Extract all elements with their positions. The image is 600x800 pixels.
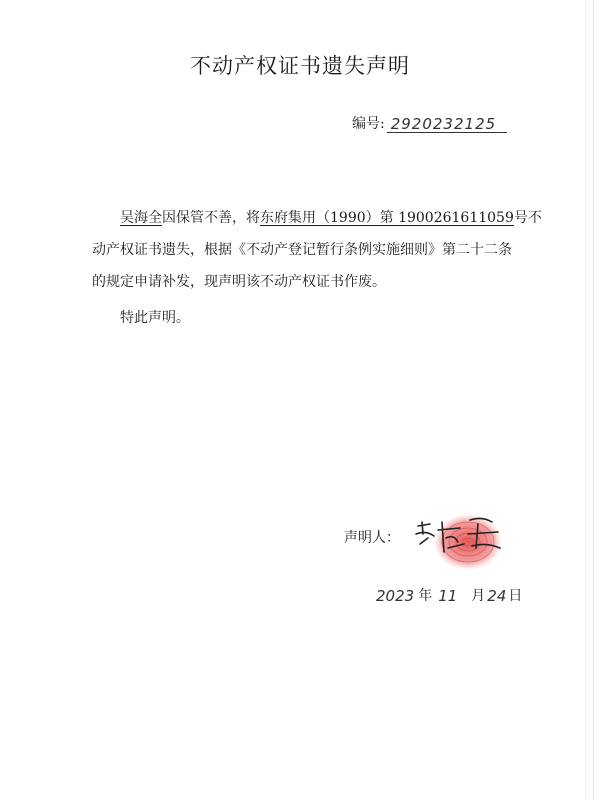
serial-label: 编号: bbox=[352, 116, 385, 132]
paragraph-text-1: 因保管不善，将 bbox=[162, 210, 260, 226]
date-month: 11 bbox=[438, 587, 458, 605]
signature-with-fingerprint bbox=[408, 504, 518, 574]
paragraph-text-2: 号不 bbox=[513, 210, 542, 226]
serial-value: 2920232125 bbox=[387, 116, 507, 133]
document-title: 不动产权证书遗失声明 bbox=[190, 54, 410, 78]
date-day-unit: 日 bbox=[508, 588, 523, 604]
paragraph-line-2: 动产权证书遗失，根据《不动产登记暂行条例实施细则》第二十二条 bbox=[92, 242, 512, 258]
serial-number-row bbox=[352, 113, 507, 133]
closing-statement: 特此声明。 bbox=[120, 310, 190, 326]
scan-edge-line bbox=[585, 0, 586, 800]
signature-text: 吴海全 bbox=[408, 504, 411, 505]
signer-label: 声明人： bbox=[344, 530, 400, 546]
date-row bbox=[376, 585, 522, 605]
scan-edge-line bbox=[593, 0, 594, 800]
certificate-reference: 东府集用（1990）第 1900261611059 bbox=[260, 210, 514, 226]
owner-name: 吴海全 bbox=[120, 210, 162, 226]
date-year-unit: 年 bbox=[418, 588, 433, 604]
date-month-unit: 月 bbox=[471, 588, 486, 604]
paragraph-line-1 bbox=[92, 208, 550, 228]
paragraph-line-3: 的规定申请补发，现声明该不动产权证书作废。 bbox=[92, 274, 386, 290]
date-year: 2023 bbox=[376, 587, 415, 605]
date-day: 24 bbox=[487, 587, 507, 605]
